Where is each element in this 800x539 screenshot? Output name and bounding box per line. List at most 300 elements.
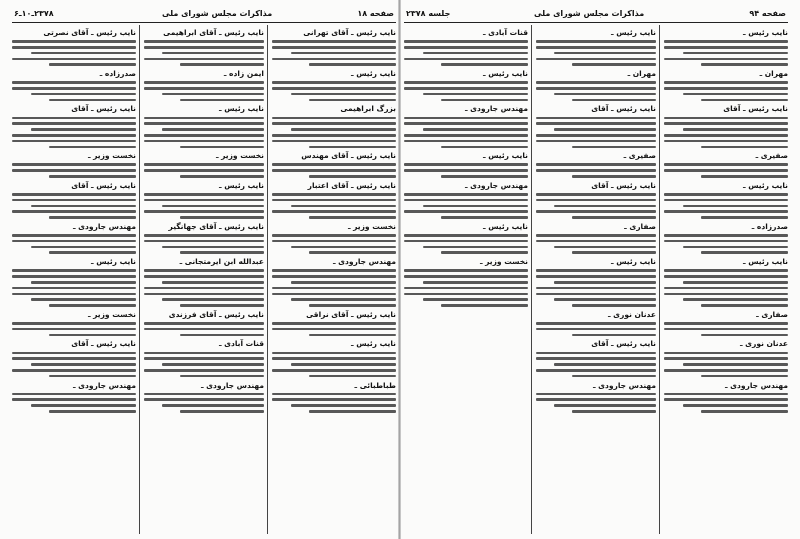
speaker-heading: صفاری ـ — [624, 221, 656, 231]
text-line — [404, 134, 528, 137]
text-line — [536, 398, 656, 401]
text-line — [572, 304, 656, 307]
speaker-heading: نایب رئیس ـ آقای — [591, 180, 656, 190]
text-line — [701, 375, 788, 378]
speaker-heading: نایب رئیس ـ آقای — [71, 339, 136, 349]
text-line — [49, 410, 136, 413]
text-line — [441, 304, 528, 307]
text-line — [536, 328, 656, 331]
text-line — [536, 322, 656, 325]
left-page-title: مذاکرات مجلس شورای ملی — [162, 9, 273, 18]
text-line — [404, 269, 528, 272]
text-line — [31, 128, 136, 131]
text-line — [664, 369, 788, 372]
text-line — [272, 169, 396, 172]
text-line — [572, 146, 656, 149]
text-line — [12, 240, 136, 243]
text-line — [12, 328, 136, 331]
text-line — [664, 81, 788, 84]
speaker-heading: عدنان نوری ـ — [608, 309, 656, 319]
speaker-heading: نایب رئیس ـ — [219, 180, 264, 190]
text-line — [664, 210, 788, 213]
text-line — [144, 46, 264, 49]
text-line — [49, 63, 136, 66]
text-line — [291, 363, 396, 366]
text-line — [291, 281, 396, 284]
text-line — [12, 234, 136, 237]
right-page-number: صفحه ۹۴ — [749, 9, 786, 18]
text-line — [144, 58, 264, 61]
text-line — [144, 328, 264, 331]
speaker-heading: نایب رئیس ـ آقای تهرانی — [303, 28, 396, 37]
text-line — [291, 205, 396, 208]
text-line — [272, 328, 396, 331]
text-line — [162, 298, 264, 301]
text-line — [664, 269, 788, 272]
speaker-heading: نایب رئیس ـ آقای نصرتی — [43, 28, 136, 37]
text-line — [664, 140, 788, 143]
text-line — [536, 140, 656, 143]
speaker-heading: مهندس جارودی ـ — [332, 257, 396, 267]
text-line — [683, 281, 788, 284]
speaker-heading: نایب رئیس ـ — [483, 221, 528, 231]
text-line — [536, 193, 656, 196]
text-line — [272, 352, 396, 355]
text-line — [536, 369, 656, 372]
text-line — [12, 58, 136, 61]
text-line — [664, 122, 788, 125]
speaker-heading: نایب رئیس ـ — [483, 69, 528, 79]
text-line — [272, 199, 396, 202]
speaker-heading: مهندس جارودی ـ — [72, 380, 136, 390]
text-line — [144, 117, 264, 120]
text-line — [291, 404, 396, 407]
speaker-heading: نایب رئیس ـ آقای — [723, 104, 788, 114]
speaker-heading: نایب رئیس ـ — [611, 28, 656, 37]
right-page-column-3 — [404, 25, 528, 534]
text-line — [536, 40, 656, 43]
text-line — [536, 117, 656, 120]
text-line — [536, 393, 656, 396]
text-line — [404, 87, 528, 90]
text-line — [404, 275, 528, 278]
left-page — [12, 6, 396, 534]
text-line — [423, 128, 528, 131]
text-line — [12, 199, 136, 202]
text-line — [272, 46, 396, 49]
text-line — [272, 163, 396, 166]
text-line — [536, 210, 656, 213]
text-line — [701, 146, 788, 149]
text-line — [162, 93, 264, 96]
text-line — [683, 52, 788, 55]
text-line — [554, 363, 656, 366]
speaker-heading: نخست وزیر ـ — [87, 309, 136, 319]
text-line — [272, 87, 396, 90]
text-line — [291, 246, 396, 249]
text-line — [180, 251, 264, 254]
text-line — [144, 140, 264, 143]
text-line — [180, 304, 264, 307]
text-line — [180, 410, 264, 413]
text-line — [536, 81, 656, 84]
text-line — [12, 269, 136, 272]
speaker-heading: مهندس جارودی ـ — [592, 380, 656, 390]
speaker-heading: مهران ـ — [627, 69, 656, 79]
text-line — [12, 140, 136, 143]
text-line — [404, 40, 528, 43]
text-line — [404, 210, 528, 213]
text-line — [664, 240, 788, 243]
text-line — [12, 369, 136, 372]
text-line — [554, 298, 656, 301]
text-line — [309, 146, 396, 149]
text-line — [441, 216, 528, 219]
text-line — [144, 81, 264, 84]
text-line — [291, 298, 396, 301]
speaker-heading: ایمن زاده ـ — [223, 69, 264, 79]
left-page-number: صفحه ۱۸ — [357, 9, 394, 18]
speaker-heading: نایب رئیس ـ — [743, 180, 788, 190]
text-line — [49, 175, 136, 178]
text-line — [441, 251, 528, 254]
speaker-heading: نایب رئیس ـ آقای ابراهیمی — [163, 28, 264, 37]
text-line — [441, 63, 528, 66]
text-line — [309, 375, 396, 378]
text-line — [272, 81, 396, 84]
text-line — [162, 404, 264, 407]
speaker-heading: نایب رئیس ـ — [91, 257, 136, 267]
column-rule — [531, 25, 532, 534]
speaker-heading: نایب رئیس ـ آقای — [71, 104, 136, 114]
text-line — [664, 163, 788, 166]
speaker-heading: صدرزاده ـ — [751, 221, 788, 231]
text-line — [554, 404, 656, 407]
speaker-heading: نایب رئیس ـ — [351, 69, 396, 79]
text-line — [664, 322, 788, 325]
speaker-heading: نایب رئیس ـ آقای مهندس — [301, 151, 396, 161]
text-line — [12, 40, 136, 43]
text-line — [701, 216, 788, 219]
text-line — [404, 46, 528, 49]
text-line — [12, 275, 136, 278]
speaker-heading: عدنان نوری ـ — [740, 339, 788, 349]
left-page-column-2 — [144, 25, 264, 534]
text-line — [12, 163, 136, 166]
text-line — [12, 46, 136, 49]
text-line — [554, 246, 656, 249]
text-line — [664, 234, 788, 237]
text-line — [12, 352, 136, 355]
speaker-heading: نایب رئیس ـ — [611, 257, 656, 267]
text-line — [572, 375, 656, 378]
text-line — [144, 357, 264, 360]
text-line — [536, 293, 656, 296]
text-line — [291, 93, 396, 96]
text-line — [272, 210, 396, 213]
text-line — [31, 246, 136, 249]
text-line — [144, 287, 264, 290]
text-line — [404, 122, 528, 125]
text-line — [272, 234, 396, 237]
text-line — [162, 281, 264, 284]
text-line — [31, 52, 136, 55]
text-line — [12, 81, 136, 84]
text-line — [536, 122, 656, 125]
text-line — [664, 287, 788, 290]
speaker-heading: مهندس جارودی ـ — [464, 180, 528, 190]
text-line — [49, 304, 136, 307]
text-line — [404, 193, 528, 196]
text-line — [272, 322, 396, 325]
text-line — [441, 99, 528, 102]
text-line — [404, 117, 528, 120]
text-line — [423, 205, 528, 208]
text-line — [144, 163, 264, 166]
text-line — [31, 298, 136, 301]
text-line — [404, 240, 528, 243]
text-line — [309, 304, 396, 307]
text-line — [180, 146, 264, 149]
text-line — [664, 46, 788, 49]
text-line — [423, 246, 528, 249]
text-line — [144, 240, 264, 243]
text-line — [144, 134, 264, 137]
text-line — [536, 352, 656, 355]
text-line — [554, 93, 656, 96]
text-line — [162, 52, 264, 55]
text-line — [404, 199, 528, 202]
speaker-heading: نایب رئیس ـ — [743, 28, 788, 37]
text-line — [272, 275, 396, 278]
text-line — [309, 251, 396, 254]
column-rule — [267, 25, 268, 534]
text-line — [12, 287, 136, 290]
right-page-issue: جلسه ۲۳۷۸ — [406, 9, 451, 18]
text-line — [12, 134, 136, 137]
speaker-heading: قنات آبادی ـ — [482, 28, 528, 37]
text-line — [12, 357, 136, 360]
text-line — [12, 122, 136, 125]
text-line — [701, 175, 788, 178]
text-line — [536, 275, 656, 278]
text-line — [180, 175, 264, 178]
text-line — [31, 363, 136, 366]
text-line — [180, 63, 264, 66]
text-line — [572, 216, 656, 219]
speaker-heading: نایب رئیس ـ — [483, 151, 528, 161]
speaker-heading: نایب رئیس ـ آقای — [591, 339, 656, 349]
right-page-column-2 — [536, 25, 656, 534]
text-line — [701, 410, 788, 413]
text-line — [31, 205, 136, 208]
text-line — [683, 363, 788, 366]
speaker-heading: نخست وزیر ـ — [479, 257, 528, 267]
text-line — [701, 334, 788, 337]
text-line — [572, 334, 656, 337]
text-line — [272, 140, 396, 143]
text-line — [12, 117, 136, 120]
speaker-heading: مهندس جارودی ـ — [72, 221, 136, 231]
text-line — [144, 269, 264, 272]
left-page-column-1 — [272, 25, 396, 534]
text-line — [404, 234, 528, 237]
text-line — [572, 99, 656, 102]
text-line — [272, 134, 396, 137]
text-line — [572, 175, 656, 178]
text-line — [701, 304, 788, 307]
speaker-heading: نخست وزیر ـ — [87, 151, 136, 161]
text-line — [701, 251, 788, 254]
text-line — [272, 58, 396, 61]
text-line — [144, 393, 264, 396]
text-line — [144, 275, 264, 278]
text-line — [291, 52, 396, 55]
text-line — [144, 322, 264, 325]
text-line — [180, 334, 264, 337]
text-line — [664, 352, 788, 355]
text-line — [404, 81, 528, 84]
text-line — [49, 375, 136, 378]
text-line — [536, 269, 656, 272]
speaker-heading: نایب رئیس ـ آقای نراقی — [306, 309, 396, 319]
speaker-heading: صدرزاده ـ — [99, 69, 136, 79]
text-line — [162, 205, 264, 208]
text-line — [162, 246, 264, 249]
text-line — [664, 134, 788, 137]
column-rule — [659, 25, 660, 534]
text-line — [701, 99, 788, 102]
left-page-column-3 — [12, 25, 136, 534]
left-page-issue: ۲۳۷۸ـ۱۰ـ۶ — [14, 9, 54, 18]
text-line — [536, 46, 656, 49]
speaker-heading: مهندس جارودی ـ — [724, 380, 788, 390]
text-line — [12, 393, 136, 396]
text-line — [554, 281, 656, 284]
text-line — [12, 210, 136, 213]
text-line — [664, 40, 788, 43]
text-line — [683, 404, 788, 407]
text-line — [423, 52, 528, 55]
text-line — [144, 369, 264, 372]
text-line — [536, 87, 656, 90]
text-line — [49, 251, 136, 254]
speaker-heading: صفاری ـ — [756, 309, 788, 319]
right-page-title: مذاکرات مجلس شورای ملی — [534, 9, 645, 18]
text-line — [441, 146, 528, 149]
text-line — [554, 128, 656, 131]
speaker-heading: بزرگ ابراهیمی — [340, 104, 396, 114]
text-line — [536, 163, 656, 166]
text-line — [31, 93, 136, 96]
text-line — [144, 199, 264, 202]
right-page — [404, 6, 788, 534]
text-line — [162, 128, 264, 131]
speaker-heading: نایب رئیس ـ — [351, 339, 396, 349]
text-line — [423, 298, 528, 301]
speaker-heading: نایب رئیس ـ آقای جهانگیر — [168, 221, 264, 231]
text-line — [144, 40, 264, 43]
text-line — [536, 58, 656, 61]
text-line — [272, 293, 396, 296]
text-line — [664, 117, 788, 120]
speaker-heading: نخست وزیر ـ — [215, 151, 264, 161]
text-line — [701, 63, 788, 66]
text-line — [309, 410, 396, 413]
text-line — [683, 128, 788, 131]
text-line — [664, 393, 788, 396]
text-line — [683, 205, 788, 208]
text-line — [144, 87, 264, 90]
text-line — [12, 398, 136, 401]
text-line — [683, 246, 788, 249]
text-line — [272, 40, 396, 43]
speaker-heading: مهندس جارودی ـ — [464, 104, 528, 114]
text-line — [12, 193, 136, 196]
text-line — [664, 357, 788, 360]
text-line — [309, 99, 396, 102]
text-line — [309, 63, 396, 66]
speaker-heading: نایب رئیس ـ — [219, 104, 264, 114]
speaker-heading: عبدالله ابن ایرمتجانی ـ — [179, 257, 264, 267]
text-line — [664, 293, 788, 296]
text-line — [683, 298, 788, 301]
text-line — [404, 293, 528, 296]
text-line — [49, 334, 136, 337]
text-line — [536, 169, 656, 172]
text-line — [162, 363, 264, 366]
text-line — [272, 287, 396, 290]
text-line — [12, 293, 136, 296]
column-rule — [139, 25, 140, 534]
text-line — [536, 357, 656, 360]
text-line — [664, 193, 788, 196]
speaker-heading: نایب رئیس ـ آقای اعتبار — [307, 180, 396, 190]
text-line — [31, 404, 136, 407]
speaker-heading: مهران ـ — [759, 69, 788, 79]
text-line — [536, 287, 656, 290]
text-line — [144, 210, 264, 213]
speaker-heading: نخست وزیر ـ — [347, 221, 396, 231]
text-line — [664, 398, 788, 401]
text-line — [272, 398, 396, 401]
text-line — [423, 281, 528, 284]
text-line — [180, 375, 264, 378]
text-line — [144, 398, 264, 401]
text-line — [309, 175, 396, 178]
text-line — [180, 216, 264, 219]
text-line — [272, 369, 396, 372]
text-line — [144, 234, 264, 237]
text-line — [404, 58, 528, 61]
text-line — [554, 52, 656, 55]
text-line — [536, 134, 656, 137]
text-line — [144, 193, 264, 196]
text-line — [272, 193, 396, 196]
text-line — [12, 322, 136, 325]
text-line — [144, 352, 264, 355]
text-line — [664, 169, 788, 172]
text-line — [272, 269, 396, 272]
text-line — [423, 93, 528, 96]
text-line — [309, 216, 396, 219]
text-line — [144, 122, 264, 125]
text-line — [180, 99, 264, 102]
speaker-heading: نایب رئیس ـ — [743, 257, 788, 267]
text-line — [49, 99, 136, 102]
text-line — [441, 175, 528, 178]
right-page-header — [404, 6, 788, 23]
